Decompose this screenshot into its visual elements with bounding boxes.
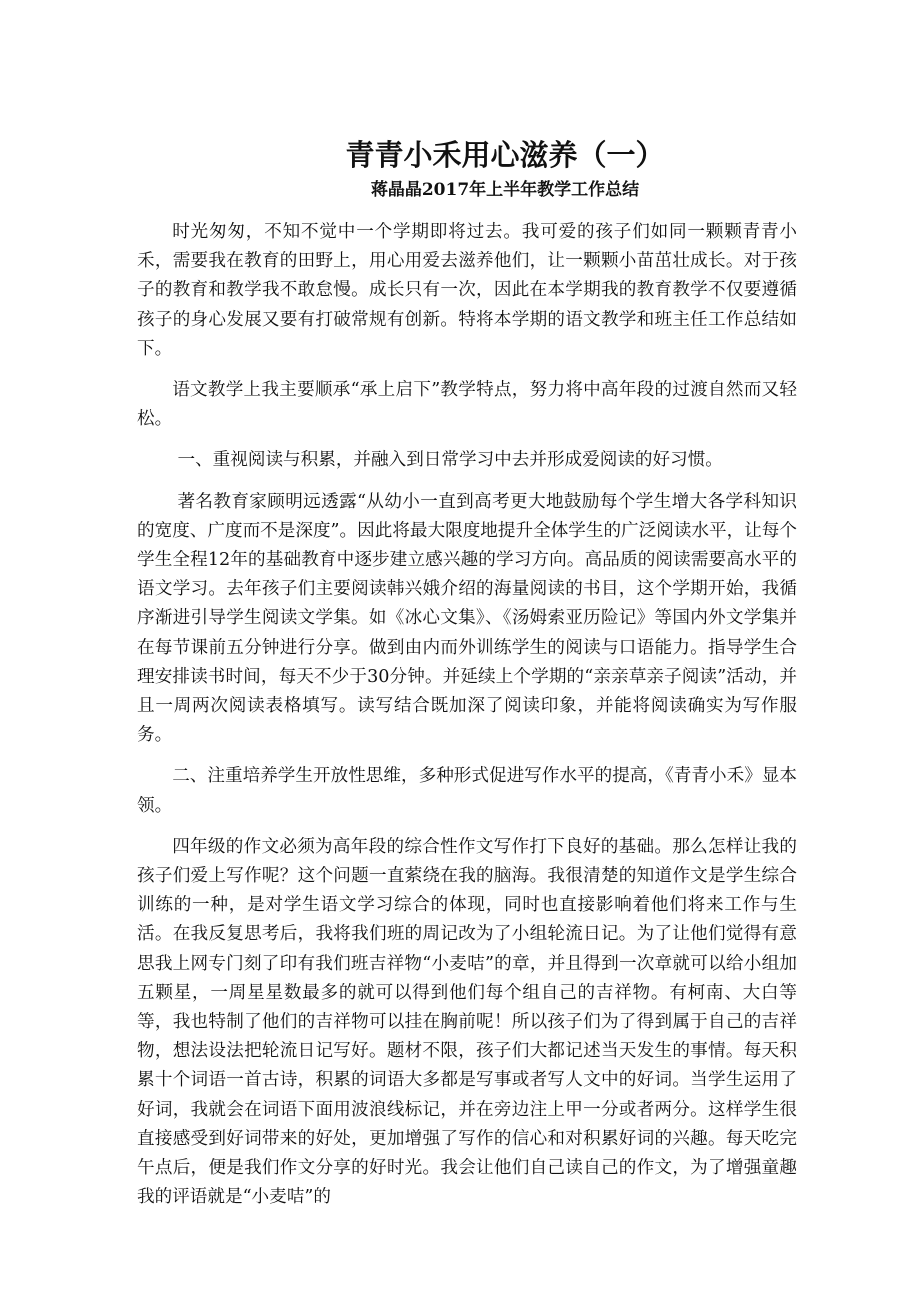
- paragraph-intro: 时光匆匆，不知不觉中一个学期即将过去。我可爱的孩子们如同一颗颗青青小禾，需要我在教育的田野上，用心用爱去滋养他们，让一颗颗小苗茁壮成长。对于孩子的教育和教学我不敢怠慢。成长只有一次，因此在本学期我的教育教学不仅要遵循孩子的身心发展又要有打破常规有创新。特将本学期的语文教学和班主任工作总结如下。: [137, 222, 797, 359]
- heading-section-two: 二、注重培养学生开放性思维，多种形式促进写作水平的提高，《青青小禾》显本领。: [137, 766, 797, 816]
- heading-section-one: 一、重视阅读与积累，并融入到日常学习中去并形成爱阅读的好习惯。: [177, 450, 723, 471]
- paragraph-teaching-overview: 语文教学上我主要顺承“承上启下”教学特点，努力将中高年段的过渡自然而又轻松。: [137, 380, 797, 430]
- document-subtitle: 蒋晶晶2017年上半年教学工作总结: [370, 180, 640, 200]
- paragraph-reading: 著名教育家顾明远透露“从幼小一直到高考更大地鼓励每个学生增大各学科知识的宽度、广度而不是深度”。因此将最大限度地提升全体学生的广泛阅读水平，让每个学生全程12年的基础教育中逐步建立感兴趣的学习方向。高品质的阅读需要高水平的语文学习。去年孩子们主要阅读韩兴娥介绍的海量阅读的书目，这个学期开始，我循序渐进引导学生阅读文学集。如《冰心文集》、《汤姆索亚历险记》等国内外文学集并在每节课前五分钟进行分享。做到由内而外训练学生的阅读与口语能力。指导学生合理安排读书时间，每天不少于30分钟。并延续上个学期的“亲亲草亲子阅读”活动，并且一周两次阅读表格填写。读写结合既加深了阅读印象，并能将阅读确实为写作服务。: [137, 491, 797, 746]
- paragraph-writing: 四年级的作文必须为高年段的综合性作文写作打下良好的基础。那么怎样让我的孩子们爱上写作呢？这个问题一直萦绕在我的脑海。我很清楚的知道作文是学生综合训练的一种，是对学生语文学习综合的体现，同时也直接影响着他们将来工作与生活。在我反复思考后，我将我们班的周记改为了小组轮流日记。为了让他们觉得有意思我上网专门刻了印有我们班吉祥物“小麦咭”的章，并且得到一次章就可以给小组加五颗星，一周星星数最多的就可以得到他们每个组自己的吉祥物。有柯南、大白等等，我也特制了他们的吉祥物可以挂在胸前呢！所以孩子们为了得到属于自己的吉祥物，想法设法把轮流日记写好。题材不限，孩子们大都记述当天发生的事情。每天积累十个词语一首古诗，积累的词语大多都是写事或者写人文中的好词。当学生运用了好词，我就会在词语下面用波浪线标记，并在旁边注上甲一分或者两分。这样学生很直接感受到好词带来的好处，更加增强了写作的信心和对积累好词的兴趣。每天吃完午点后，便是我们作文分享的好时光。我会让他们自己读自己的作文，为了增强童趣我的评语就是“小麦咭”的: [137, 836, 797, 1208]
- document-title: 青青小禾用心滋养（一）: [345, 138, 665, 173]
- document-body: [137, 218, 797, 1225]
